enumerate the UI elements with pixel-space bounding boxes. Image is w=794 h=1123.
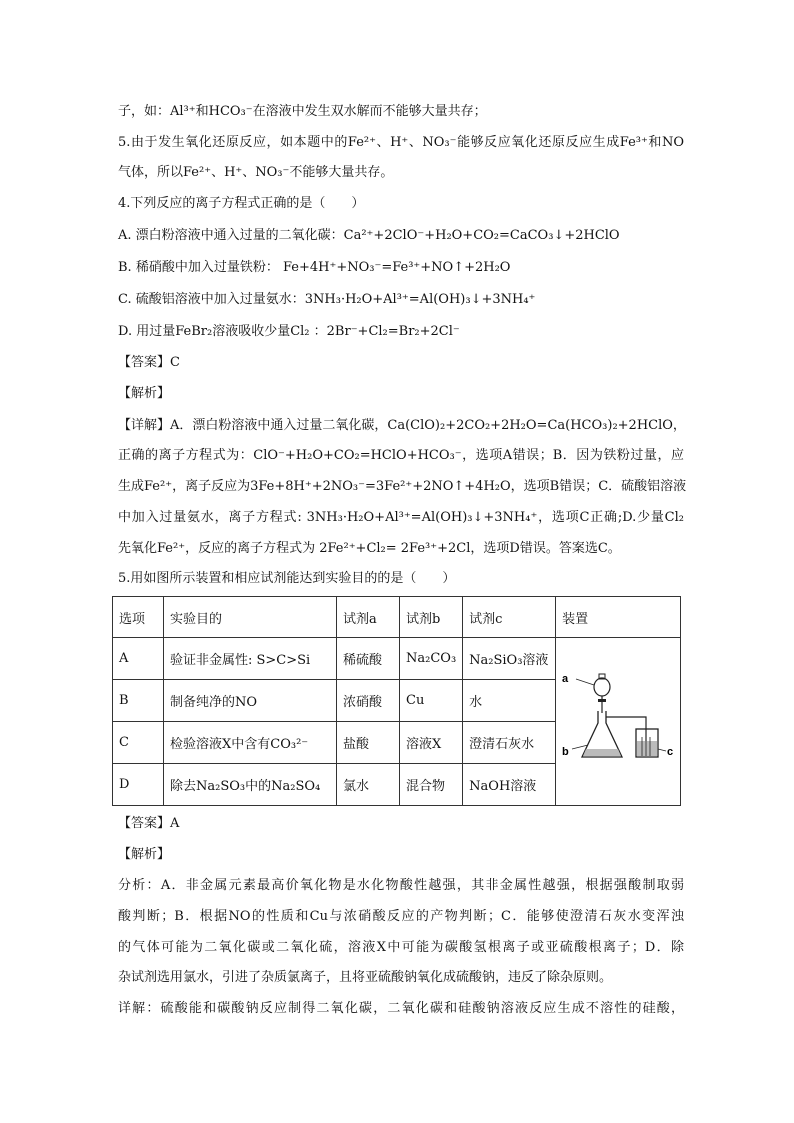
q4-detail-4: 中加入过量氨水，离子方程式: 3NH₃·H₂O+Al³⁺=Al(OH)₃↓+3NH₄⁺，选项C正确;D.少量Cl₂ bbox=[118, 510, 684, 525]
header-cell: 试剂c bbox=[463, 597, 556, 638]
table-cell: 检验溶液X中含有CO₃²⁻ bbox=[164, 722, 337, 764]
table-cell: A bbox=[113, 638, 164, 680]
intro-line-3: 气体，所以Fe²⁺、H⁺、NO₃⁻不能够大量共存。 bbox=[118, 165, 394, 180]
q4-detail-2: 正确的离子方程式为：ClO⁻+H₂O+CO₂=HClO+HCO₃⁻，选项A错误；B．因为铁粉过量，应 bbox=[118, 448, 684, 463]
table-cell: 溶液X bbox=[400, 722, 463, 764]
label-b: b bbox=[562, 745, 569, 758]
table-cell: 稀硫酸 bbox=[337, 638, 400, 680]
q4-detail-1: 【详解】A．漂白粉溶液中通入过量二氧化碳，Ca(ClO)₂+2CO₂+2H₂O=Ca(HCO₃)₂+2HClO， bbox=[118, 418, 686, 433]
q4-detail-5: 先氧化Fe²⁺，反应的离子方程式为 2Fe²⁺+Cl₂= 2Fe³⁺+2Cl，选项D错误。答案选C。 bbox=[118, 541, 621, 556]
q4-option-a: A. 漂白粉溶液中通入过量的二氧化碳：Ca²⁺+2ClO⁻+H₂O+CO₂=CaCO₃↓+2HClO bbox=[118, 228, 620, 243]
table-cell: 验证非金属性: S>C>Si bbox=[164, 638, 337, 680]
table-cell: Na₂SiO₃溶液 bbox=[463, 638, 556, 680]
header-cell: 装置 bbox=[556, 597, 681, 638]
q4-option-d: D. 用过量FeBr₂溶液吸收少量Cl₂ ：2Br⁻+Cl₂=Br₂+2Cl⁻ bbox=[118, 324, 460, 339]
apparatus-diagram bbox=[558, 665, 678, 775]
q4-option-b: B. 稀硝酸中加入过量铁粉： Fe+4H⁺+NO₃⁻=Fe³⁺+NO↑+2H₂O bbox=[118, 260, 511, 275]
q5-stem: 5.用如图所示装置和相应试剂能达到实验目的的是（ ） bbox=[118, 571, 456, 586]
q4-analysis-label: 【解析】 bbox=[118, 386, 171, 401]
table-cell: D bbox=[113, 764, 164, 806]
intro-line-2: 5.由于发生氧化还原反应，如本题中的Fe²⁺、H⁺、NO₃⁻能够反应氧化还原反应生成Fe³⁺和NO bbox=[118, 135, 684, 150]
label-a: a bbox=[562, 672, 569, 685]
q4-detail-3: 生成Fe²⁺，离子反应为3Fe+8H⁺+2NO₃⁻=3Fe²⁺+2NO↑+4H₂O，选项B错误；C．硫酸铝溶液 bbox=[118, 479, 687, 494]
q5-analysis-2: 酸判断；B．根据NO的性质和Cu与浓硝酸反应的产物判断；C．能够使澄清石灰水变浑浊 bbox=[118, 909, 684, 924]
q5-answer: 【答案】A bbox=[118, 816, 180, 831]
table-cell: Na₂CO₃ bbox=[400, 638, 463, 680]
table-cell: 制备纯净的NO bbox=[164, 680, 337, 722]
table-cell: 浓硝酸 bbox=[337, 680, 400, 722]
q4-option-c: C. 硫酸铝溶液中加入过量氨水：3NH₃·H₂O+Al³⁺=Al(OH)₃↓+3NH₄⁺ bbox=[118, 292, 536, 307]
table-cell: 氯水 bbox=[337, 764, 400, 806]
table-row bbox=[113, 638, 681, 680]
table-cell: 盐酸 bbox=[337, 722, 400, 764]
header-cell: 实验目的 bbox=[164, 597, 337, 638]
header-cell: 选项 bbox=[113, 597, 164, 638]
q4-stem: 4.下列反应的离子方程式正确的是（ ） bbox=[118, 196, 365, 211]
q5-options-table bbox=[112, 596, 681, 806]
table-cell: 水 bbox=[463, 680, 556, 722]
q5-analysis-1: 分析：A．非金属元素最高价氧化物是水化物酸性越强，其非金属性越强，根据强酸制取弱 bbox=[118, 878, 684, 893]
table-header-row bbox=[113, 597, 681, 638]
table-cell: 混合物 bbox=[400, 764, 463, 806]
table-cell: C bbox=[113, 722, 164, 764]
q5-analysis-4: 杂试剂选用氯水，引进了杂质氯离子，且将亚硫酸钠氧化成硫酸钠，违反了除杂原则。 bbox=[118, 970, 613, 985]
table-cell: 澄清石灰水 bbox=[463, 722, 556, 764]
table-cell: Cu bbox=[400, 680, 463, 722]
header-cell: 试剂a bbox=[337, 597, 400, 638]
q5-analysis-3: 的气体可能为二氧化碳或二氧化硫，溶液X中可能为碳酸氢根离子或亚硫酸根离子；D．除 bbox=[118, 940, 684, 955]
intro-line-1: 子，如：Al³⁺和HCO₃⁻在溶液中发生双水解而不能够大量共存； bbox=[118, 104, 487, 119]
q5-analysis-5: 详解：硫酸能和碳酸钠反应制得二氧化碳，二氧化碳和硅酸钠溶液反应生成不溶性的硅酸， bbox=[118, 1001, 684, 1016]
q5-analysis-label: 【解析】 bbox=[118, 847, 171, 862]
apparatus-cell bbox=[556, 638, 681, 806]
q4-answer: 【答案】C bbox=[118, 355, 180, 370]
header-cell: 试剂b bbox=[400, 597, 463, 638]
table-cell: NaOH溶液 bbox=[463, 764, 556, 806]
table-cell: B bbox=[113, 680, 164, 722]
label-c: c bbox=[667, 745, 674, 758]
table-cell: 除去Na₂SO₃中的Na₂SO₄ bbox=[164, 764, 337, 806]
